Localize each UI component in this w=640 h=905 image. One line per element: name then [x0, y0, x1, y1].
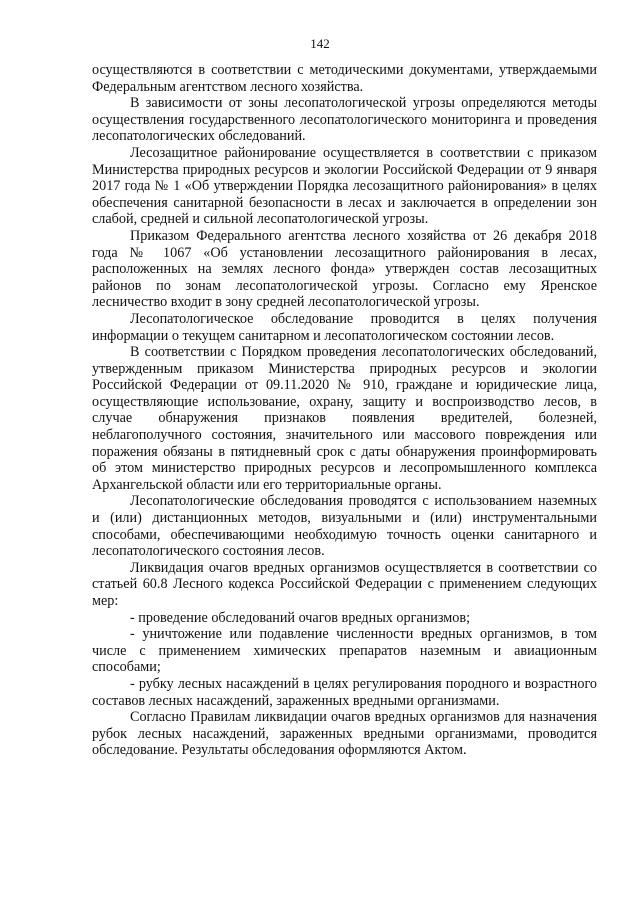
paragraph-liquidation-rules: Согласно Правилам ликвидации очагов вредных организмов для назначения рубок лесных насаждений, зараженных вредными организмами, проводится обследование. Результаты обследования оформляются Актом.	[92, 709, 597, 759]
paragraph-liquidation-measures: Ликвидация очагов вредных организмов осуществляется в соответствии со статьей 60.8 Лесного кодекса Российской Федерации с применением следующих мер:	[92, 559, 597, 609]
list-item-felling: - рубку лесных насаждений в целях регулирования породного и возрастного составов лесных насаждений, зараженных вредными организмами.	[92, 675, 597, 709]
paragraph-forestry-agency-order: Приказом Федерального агентства лесного хозяйства от 26 декабря 2018 года № 1067 «Об установлении лесозащитного районирования в лесах, расположенных на землях лесного фонда» утвержден состав лесозащитных районов по зонам лесопатологической угрозы. Согласно ему Яренское лесничество входит в зону средней лесопатологической угрозы.	[92, 227, 597, 311]
list-item-inspection: - проведение обследований очагов вредных организмов;	[130, 609, 471, 626]
paragraph-threat-zones: В зависимости от зоны лесопатологической угрозы определяются методы осуществления государственного лесопатологического мониторинга и проведения лесопатологических обследований.	[92, 95, 597, 145]
paragraph-continuation: осуществляются в соответствии с методическими документами, утверждаемыми Федеральным агентством лесного хозяйства.	[92, 62, 597, 95]
document-body	[92, 62, 597, 759]
paragraph-survey-procedure: В соответствии с Порядком проведения лесопатологических обследований, утвержденным приказом Министерства природных ресурсов и экологии Российской Федерации от 09.11.2020 № 910, граждане и юридические лица, осуществляющие использование, охрану, защиту и воспроизводство лесов, в случае обнаружения признаков появления вредителей, болезней, неблагополучного состояния, значительного или массового повреждения или поражения обязаны в пятидневный срок с даты обнаружения проинформировать об этом министерство природных ресурсов и лесопромышленного комплекса Архангельской области или его территориальные органы.	[92, 344, 597, 493]
list-item-suppression: - уничтожение или подавление численности вредных организмов, в том числе с применением химических препаратов наземным и авиационным способами;	[92, 626, 597, 676]
paragraph-zoning-order: Лесозащитное районирование осуществляется в соответствии с приказом Министерства природных ресурсов и экологии Российской Федерации от 9 января 2017 года № 1 «Об утверждении Порядка лесозащитного районирования» в целях обеспечения санитарной безопасности в лесах и заключается в определении зон слабой, средней и сильной лесопатологической угрозы.	[92, 144, 597, 228]
paragraph-survey-purpose: Лесопатологическое обследование проводится в целях получения информации о текущем санитарном и лесопатологическом состоянии лесов.	[92, 310, 597, 344]
page-number: 142	[310, 36, 330, 51]
paragraph-survey-methods: Лесопатологические обследования проводятся с использованием наземных и (или) дистанционных методов, визуальными и (или) инструментальными способами, обеспечивающими необходимую точность оценки санитарного и лесопатологического состояния лесов.	[92, 493, 597, 560]
